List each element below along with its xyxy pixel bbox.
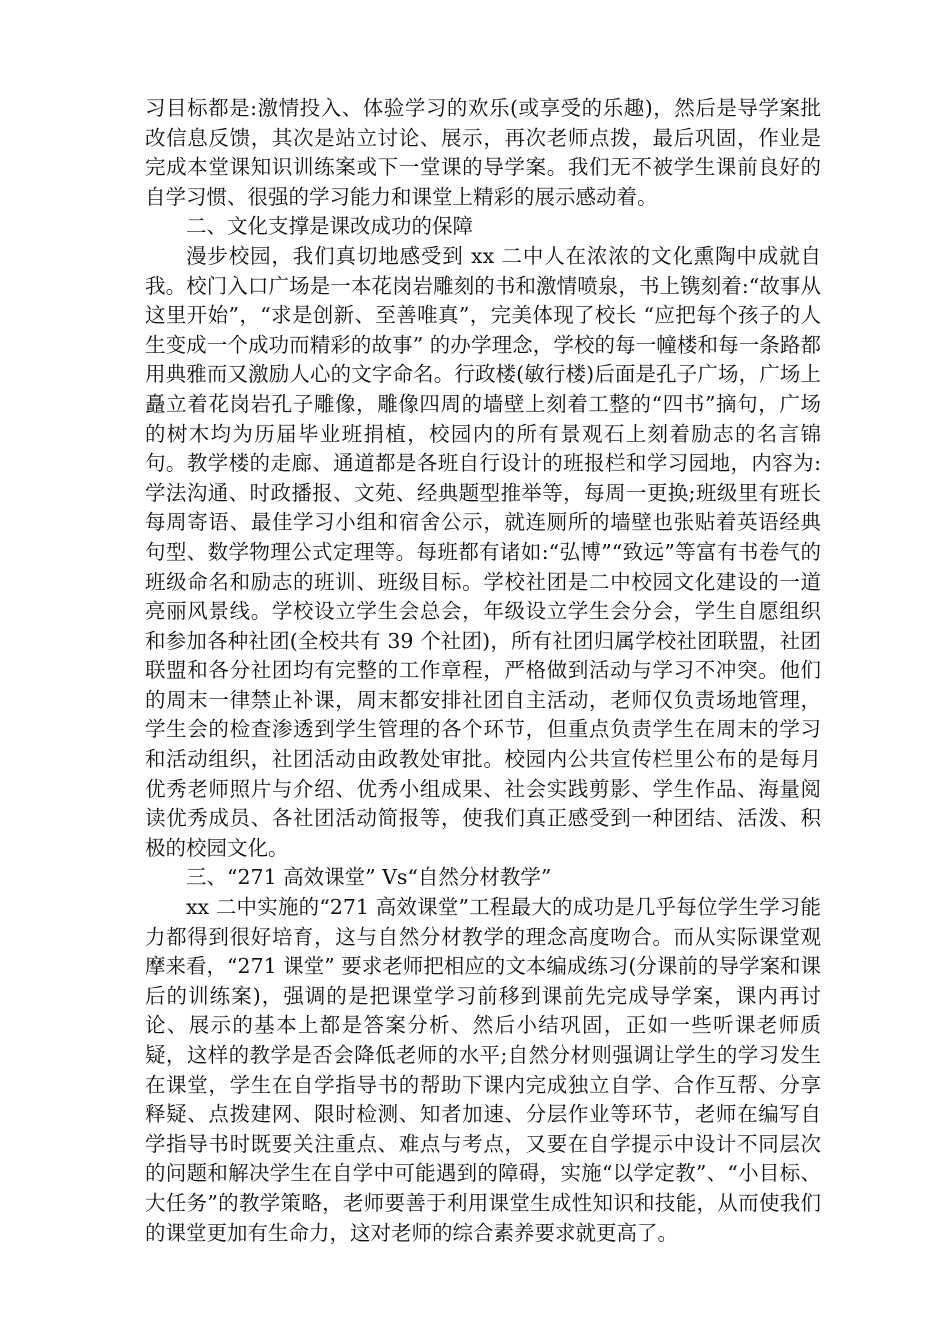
paragraph-continuation: 习目标都是:激情投入、体验学习的欢乐(或享受的乐趣)，然后是导学案批改信息反馈，其次是站立讨论、展示，再次老师点拨，最后巩固，作业是完成本堂课知识训练案或下一堂课的导学案。我们无不被学生课前良好的自学习惯、很强的学习能力和课堂上精彩的展示感动着。 [145,96,821,209]
section-heading-271-classroom: 三、“271 高效课堂” Vs“自然分材教学” [186,865,552,890]
paragraph-campus-culture: 漫步校园，我们真切地感受到 xx 二中人在浓浓的文化熏陶中成就自我。校门入口广场是一本花岗岩雕刻的书和激情喷泉，书上镌刻着:“故事从这里开始”，“求是创新、至善唯真”，完美体现了校长 “应把每个孩子的人生变成一个成功而精彩的故事” 的办学理念，学校的每一幢楼和每一条路都用典雅而又激励人心的文字命名。行政楼(敏行楼)后面是孔子广场，广场上矗立着花岗岩孔子雕像，雕像四周的墙壁上刻着工整的“四书”摘句，广场的树木均为历届毕业班捐植，校园内的所有景观石上刻着励志的名言锦句。教学楼的走廊、通道都是各班自行设计的班报栏和学习园地，内容为:学法沟通、时政播报、文苑、经典题型推举等，每周一更换;班级里有班长每周寄语、最佳学习小组和宿舍公示，就连厕所的墙壁也张贴着英语经典句型、数学物理公式定理等。每班都有诸如:“弘博”“致远”等富有书卷气的班级命名和励志的班训、班级目标。学校社团是二中校园文化建设的一道亮丽风景线。学校设立学生会总会，年级设立学生会分会，学生自愿组织和参加各种社团(全校共有 39 个社团)，所有社团归属学校社团联盟，社团联盟和各分社团均有完整的工作章程，严格做到活动与学习不冲突。他们的周末一律禁止补课，周末都安排社团自主活动，老师仅负责场地管理，学生会的检查渗透到学生管理的各个环节，但重点负责学生在周末的学习和活动组织，社团活动由政教处审批。校园内公共宣传栏里公布的是每月优秀老师照片与介绍、优秀小组成果、社会实践剪影、学生作品、海量阅读优秀成员、各社团活动简报等，使我们真正感受到一种团结、活泼、积极的校园文化。 [145,243,821,860]
section-heading-culture: 二、文化支撑是课改成功的保障 [186,214,473,239]
paragraph-271-comparison: xx 二中实施的“271 高效课堂”工程最大的成功是几乎每位学生学习能力都得到很好培育，这与自然分材教学的理念高度吻合。而从实际课堂观摩来看，“271 课堂” 要求老师把相应的文本编成练习(分课前的导学案和课后的训练案)，强调的是把课堂学习前移到课前先完成导学案，课内再讨论、展示的基本上都是答案分析、然后小结巩固，正如一些听课老师质疑，这样的教学是否会降低老师的水平;自然分材则强调让学生的学习发生在课堂，学生在自学指导书的帮助下课内完成独立自学、合作互帮、分享释疑、点拨建网、限时检测、知者加速、分层作业等环节，老师在编写自学指导书时既要关注重点、难点与考点，又要在自学提示中设计不同层次的问题和解决学生在自学中可能遇到的障碍，实施“以学定教”、“小目标、大任务”的教学策略，老师要善于利用课堂生成性知识和技能，从而使我们的课堂更加有生命力，这对老师的综合素养要求就更高了。 [145,895,821,1245]
document-page [145,94,821,1248]
